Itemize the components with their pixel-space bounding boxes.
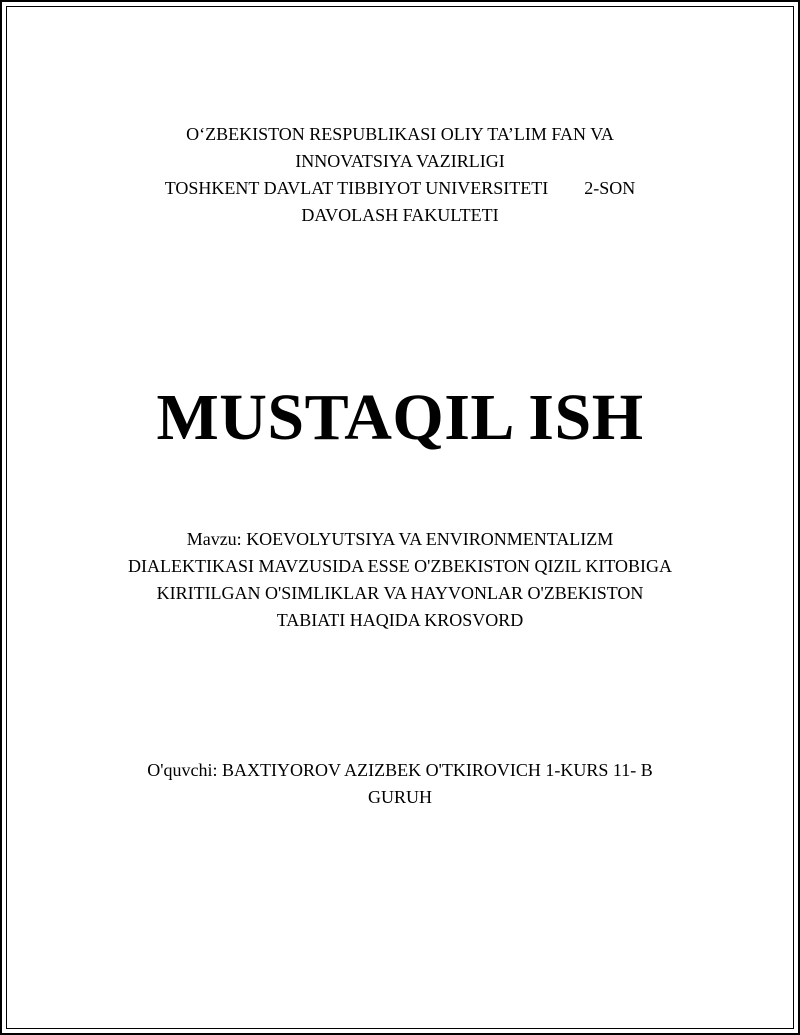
document-title: MUSTAQIL ISH [156, 381, 644, 454]
topic-line: TABIATI HAQIDA KROSVORD [276, 610, 524, 630]
header-line-ministry-cont: INNOVATSIYA VAZIRLIGI [295, 151, 505, 171]
header-line-university: TOSHKENT DAVLAT TIBBIYOT UNIVERSITETI 2-SON [164, 178, 636, 198]
student-line: GURUH [367, 787, 432, 807]
student-section [0, 757, 800, 811]
topic-line: DIALEKTIKASI MAVZUSIDA ESSE O'ZBEKISTON QIZIL KITOBIGA [127, 556, 673, 576]
topic-line: KIRITILGAN O'SIMLIKLAR VA HAYVONLAR O'ZBEKISTON [156, 583, 644, 603]
student-line: O'quvchi: BAXTIYOROV AZIZBEK O'TKIROVICH 1-KURS 11- B [147, 760, 653, 780]
topic-line: Mavzu: KOEVOLYUTSIYA VA ENVIRONMENTALIZM [186, 529, 614, 549]
header-line-ministry: O‘ZBEKISTON RESPUBLIKASI OLIY TA’LIM FAN VA [186, 124, 614, 144]
topic-section [0, 526, 800, 634]
header-line-faculty: DAVOLASH FAKULTETI [301, 205, 499, 225]
institution-header [0, 121, 800, 229]
